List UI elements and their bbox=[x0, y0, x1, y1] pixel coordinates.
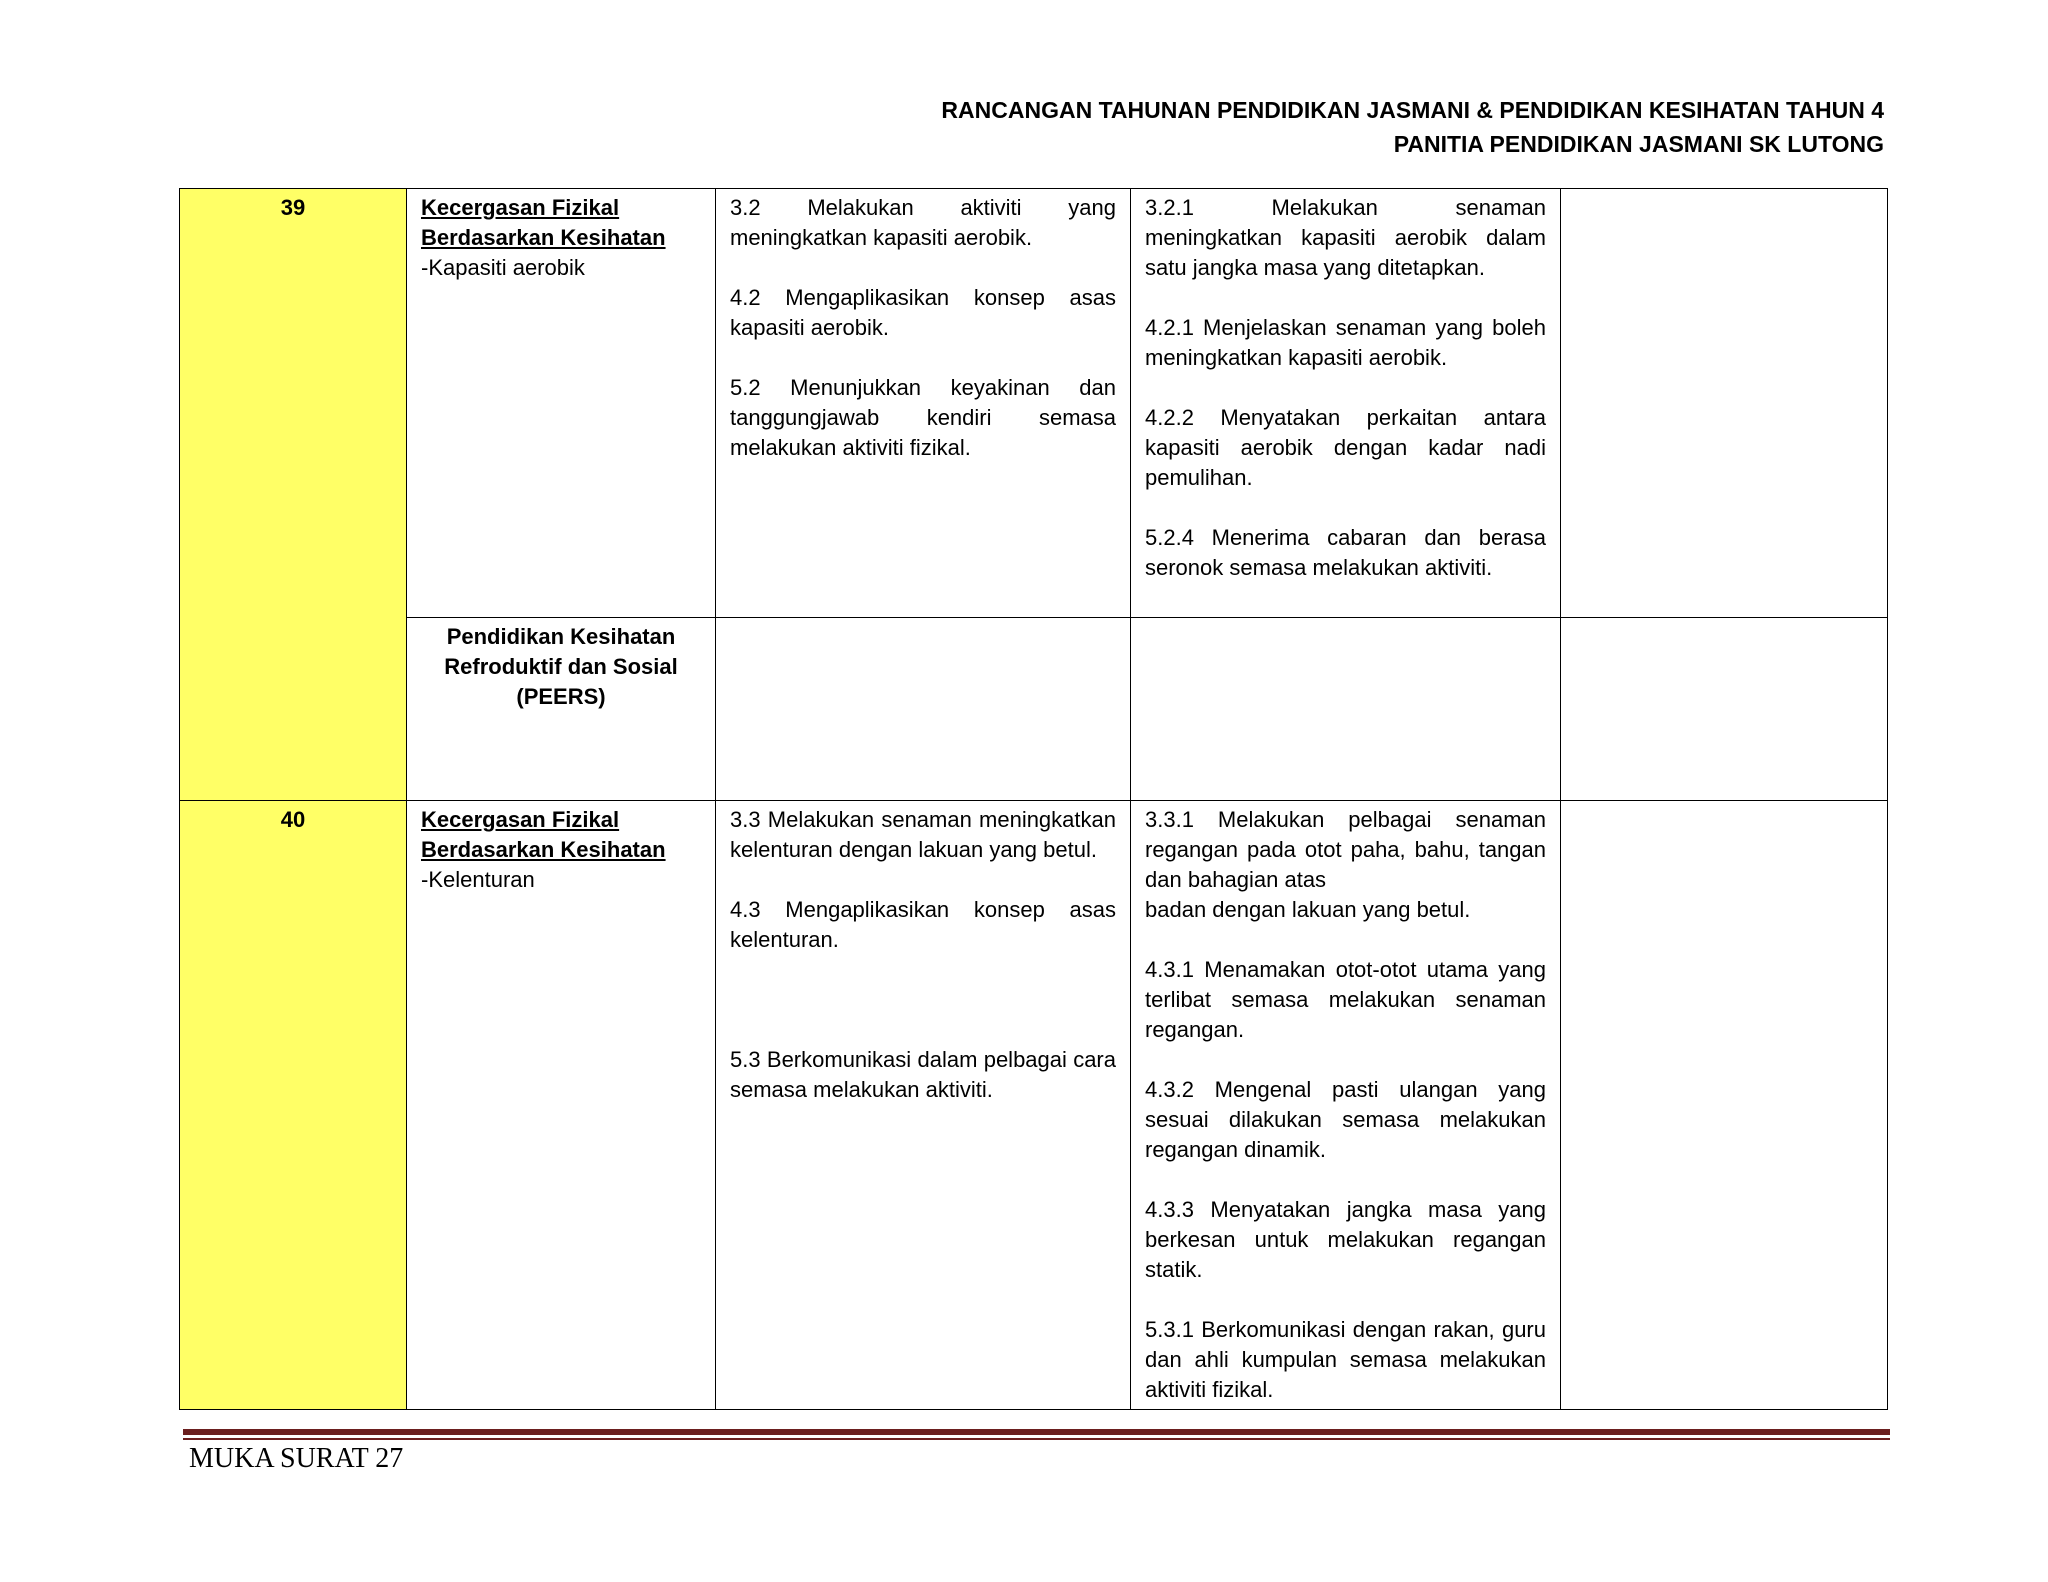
objective-item: 4.3.3 Menyatakan jangka masa yang berkesan untuk melakukan regangan statik. bbox=[1145, 1197, 1546, 1282]
objective-item: 4.2.2 Menyatakan perkaitan antara kapasiti aerobik dengan kadar nadi pemulihan. bbox=[1145, 405, 1546, 490]
page-number: MUKA SURAT 27 bbox=[189, 1443, 404, 1474]
standard-item: 3.2 Melakukan aktiviti yang meningkatkan kapasiti aerobik. bbox=[730, 195, 1116, 250]
peers-title: Pendidikan Kesihatan bbox=[446, 624, 676, 649]
table-row bbox=[180, 189, 1888, 618]
header-title: RANCANGAN TAHUNAN PENDIDIKAN JASMANI & PENDIDIKAN KESIHATAN TAHUN 4 bbox=[941, 97, 1884, 123]
week-cell: 40 bbox=[180, 801, 407, 1410]
footer-divider bbox=[183, 1429, 1890, 1440]
objective-item: 3.3.1 Melakukan pelbagai senaman regangan pada otot paha, bahu, tangan dan bahagian atas bbox=[1145, 807, 1546, 892]
peers-topic-cell bbox=[407, 618, 716, 801]
objectives-cell bbox=[1131, 189, 1561, 618]
topic-title: Kecergasan Fizikal bbox=[421, 807, 620, 832]
document-header bbox=[941, 93, 1884, 161]
notes-cell bbox=[1561, 618, 1888, 801]
topic-title: Kecergasan Fizikal bbox=[421, 195, 620, 220]
objective-item: badan dengan lakuan yang betul. bbox=[1145, 897, 1471, 922]
topic-cell bbox=[407, 801, 716, 1410]
standard-item: 5.2 Menunjukkan keyakinan dan tanggungjawab kendiri semasa melakukan aktiviti fizikal. bbox=[730, 375, 1116, 460]
topic-title: Berdasarkan Kesihatan bbox=[421, 837, 666, 862]
topic-subtitle: -Kapasiti aerobik bbox=[421, 255, 585, 280]
table-row bbox=[180, 618, 1888, 801]
plan-table bbox=[179, 188, 1888, 1410]
week-cell: 39 bbox=[180, 189, 407, 801]
notes-cell bbox=[1561, 189, 1888, 618]
notes-cell bbox=[1561, 801, 1888, 1410]
peers-title: (PEERS) bbox=[516, 684, 606, 709]
standards-cell bbox=[716, 801, 1131, 1410]
standards-cell bbox=[716, 189, 1131, 618]
topic-cell bbox=[407, 189, 716, 618]
objective-item: 4.2.1 Menjelaskan senaman yang boleh meningkatkan kapasiti aerobik. bbox=[1145, 315, 1546, 370]
standard-item: 3.3 Melakukan senaman meningkatkan kelenturan dengan lakuan yang betul. bbox=[730, 807, 1116, 862]
table-row bbox=[180, 801, 1888, 1410]
objectives-cell bbox=[1131, 801, 1561, 1410]
standards-cell bbox=[716, 618, 1131, 801]
objective-item: 3.2.1 Melakukan senaman meningkatkan kapasiti aerobik dalam satu jangka masa yang ditetapkan. bbox=[1145, 195, 1546, 280]
objective-item: 4.3.2 Mengenal pasti ulangan yang sesuai dilakukan semasa melakukan regangan dinamik. bbox=[1145, 1077, 1546, 1162]
standard-item: 5.3 Berkomunikasi dalam pelbagai cara semasa melakukan aktiviti. bbox=[730, 1047, 1116, 1102]
standard-item: 4.3 Mengaplikasikan konsep asas kelenturan. bbox=[730, 897, 1116, 952]
peers-title: Refroduktif dan Sosial bbox=[444, 654, 678, 679]
topic-title: Berdasarkan Kesihatan bbox=[421, 225, 666, 250]
topic-subtitle: -Kelenturan bbox=[421, 867, 535, 892]
objective-item: 4.3.1 Menamakan otot-otot utama yang terlibat semasa melakukan senaman regangan. bbox=[1145, 957, 1546, 1042]
objective-item: 5.2.4 Menerima cabaran dan berasa seronok semasa melakukan aktiviti. bbox=[1145, 525, 1546, 580]
header-subtitle: PANITIA PENDIDIKAN JASMANI SK LUTONG bbox=[1393, 131, 1884, 157]
objectives-cell bbox=[1131, 618, 1561, 801]
standard-item: 4.2 Mengaplikasikan konsep asas kapasiti aerobik. bbox=[730, 285, 1116, 340]
objective-item: 5.3.1 Berkomunikasi dengan rakan, guru dan ahli kumpulan semasa melakukan aktiviti fizikal. bbox=[1145, 1317, 1546, 1402]
